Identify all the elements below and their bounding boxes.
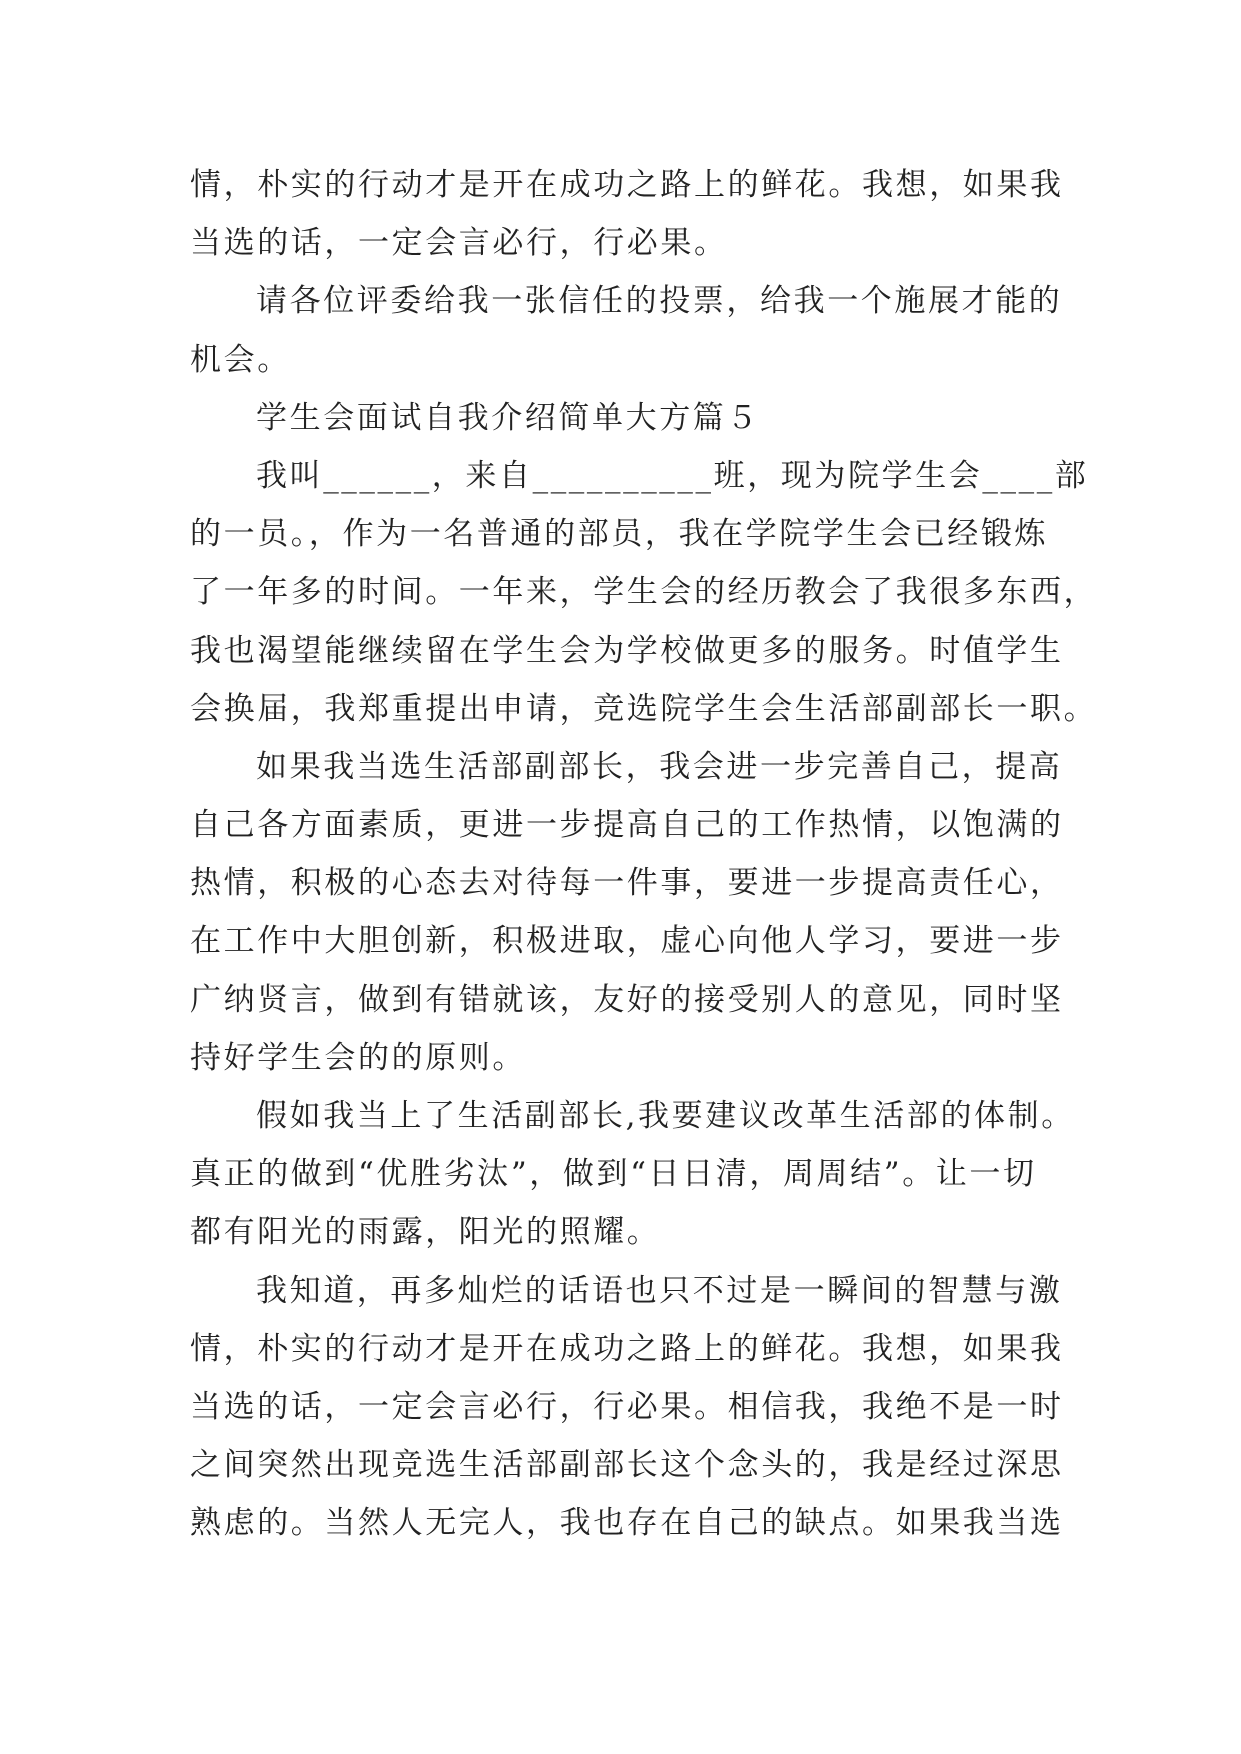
text-line: 如果我当选生活部副部长，我会进一步完善自己，提高 [256, 748, 1063, 785]
text-line: 情，朴实的行动才是开在成功之路上的鲜花。我想，如果我 [190, 167, 1064, 203]
text-line: 假如我当上了生活副部长,我要建议改革生活部的体制。 [256, 1098, 1075, 1134]
text-line: 会换届，我郑重提出申请，竞选院学生会生活部副部长一职。 [190, 690, 1098, 727]
text-line: 热情，积极的心态去对待每一件事，要进一步提高责任心， [190, 865, 1064, 902]
text-line: 情，朴实的行动才是开在成功之路上的鲜花。我想，如果我 [190, 1330, 1064, 1367]
text-line: 自己各方面素质，更进一步提高自己的工作热情，以饱满的 [190, 807, 1064, 844]
text-line: 熟虑的。当然人无完人，我也存在自己的缺点。如果我当选 [190, 1505, 1064, 1542]
text-line: 都有阳光的雨露，阳光的照耀。 [190, 1214, 661, 1251]
text-line: 真正的做到“优胜劣汰”，做到“日日清，周周结”。让一切 [190, 1156, 1037, 1193]
text-line: 我知道，再多灿烂的话语也只不过是一瞬间的智慧与激 [256, 1272, 1063, 1309]
text-line: 我也渴望能继续留在学生会为学校做更多的服务。时值学生 [190, 632, 1064, 669]
text-line: 的一员。，作为一名普通的部员，我在学院学生会已经锻炼 [190, 516, 1049, 553]
document-body [190, 156, 1098, 1553]
text-line: 机会。 [190, 341, 291, 378]
text-line: 之间突然出现竞选生活部副部长这个念头的，我是经过深思 [190, 1447, 1064, 1484]
text-line: 请各位评委给我一张信任的投票，给我一个施展才能的 [256, 283, 1063, 320]
text-line: 在工作中大胆创新，积极进取，虚心向他人学习，要进一步 [190, 923, 1064, 960]
text-line: 我叫______，来自__________班，现为院学生会____部 [256, 457, 1089, 494]
text-line: 持好学生会的的原则。 [190, 1039, 526, 1076]
text-line: 当选的话，一定会言必行，行必果。相信我，我绝不是一时 [190, 1388, 1064, 1425]
text-line: 了一年多的时间。一年来，学生会的经历教会了我很多东西， [190, 574, 1098, 611]
text-line: 学生会面试自我介绍简单大方篇５ [256, 399, 760, 436]
text-line: 广纳贤言，做到有错就该，友好的接受别人的意见，同时坚 [190, 981, 1064, 1018]
text-line: 当选的话，一定会言必行，行必果。 [190, 225, 728, 262]
